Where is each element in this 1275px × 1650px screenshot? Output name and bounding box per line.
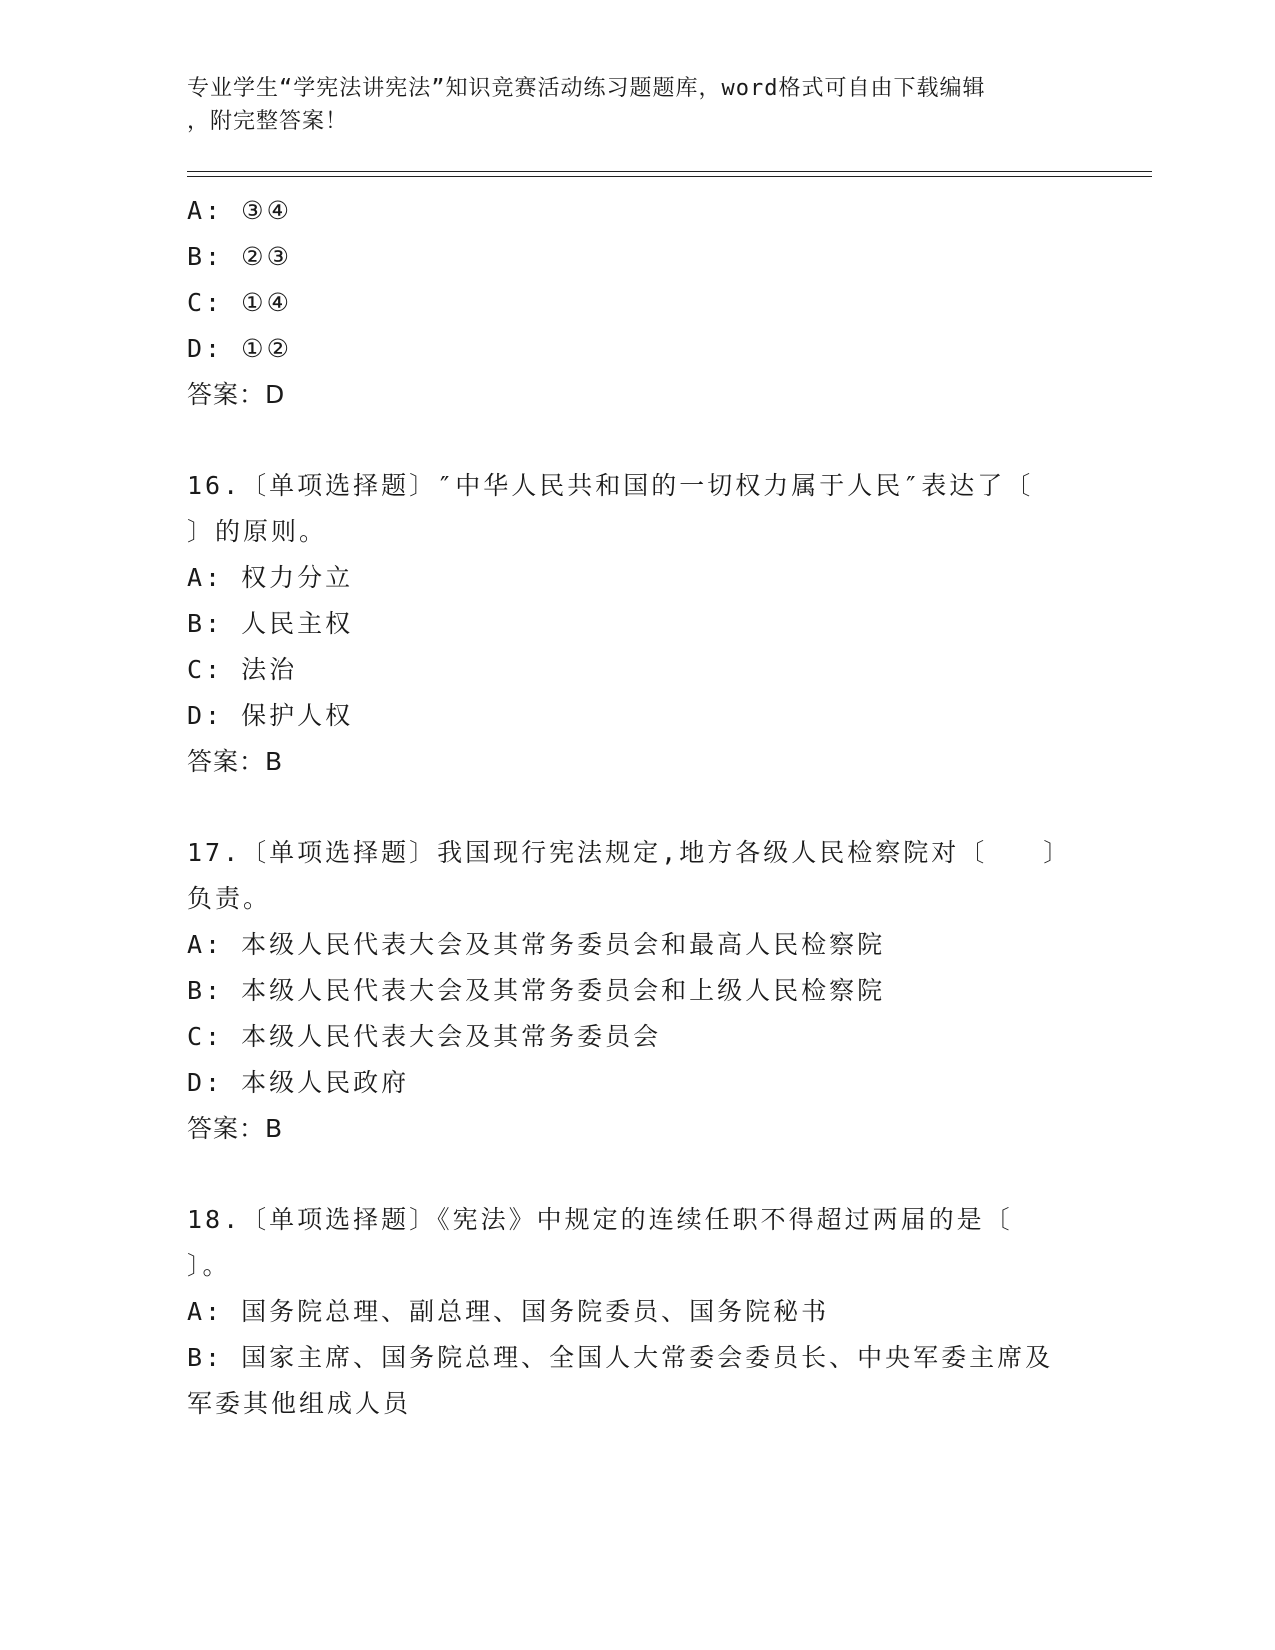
question-17	[187, 830, 1087, 1152]
prev-question	[187, 188, 1087, 418]
document-body	[187, 188, 1087, 1427]
option-b: B: ②③	[187, 242, 292, 271]
header-line-2: ，附完整答案！	[187, 109, 349, 134]
option-c: C: 法治	[187, 655, 298, 684]
option-b-cont: 军委其他组成人员	[187, 1389, 412, 1418]
question-stem-cont: 负责。	[187, 884, 272, 913]
option-b: B: 国家主席、国务院总理、全国人大常委会委员长、中央军委主席及	[187, 1343, 1054, 1372]
option-a: A: 国务院总理、副总理、国务院委员、国务院秘书	[187, 1297, 830, 1326]
option-c: C: ①④	[187, 288, 292, 317]
header-rule-top	[187, 171, 1152, 172]
option-b: B: 本级人民代表大会及其常务委员会和上级人民检察院	[187, 976, 886, 1005]
option-a: A: ③④	[187, 196, 292, 225]
answer: 答案：D	[187, 380, 286, 409]
answer: 答案：B	[187, 747, 284, 776]
option-b: B: 人民主权	[187, 609, 354, 638]
question-stem-cont: 〕。	[187, 1251, 231, 1280]
question-stem: 16.〔单项选择题〕″中华人民共和国的一切权力属于人民″表达了〔	[187, 471, 1034, 500]
option-c: C: 本级人民代表大会及其常务委员会	[187, 1022, 662, 1051]
question-16	[187, 463, 1087, 785]
header-rule-bottom	[187, 176, 1152, 177]
question-stem: 18.〔单项选择题〕《宪法》中规定的连续任职不得超过两届的是〔	[187, 1205, 1013, 1234]
option-a: A: 本级人民代表大会及其常务委员会和最高人民检察院	[187, 930, 886, 959]
question-stem: 17.〔单项选择题〕我国现行宪法规定,地方各级人民检察院对〔 〕	[187, 838, 1072, 867]
question-18	[187, 1197, 1087, 1427]
option-d: D: 本级人民政府	[187, 1068, 410, 1097]
option-d: D: 保护人权	[187, 701, 354, 730]
header-line-1: 专业学生“学宪法讲宪法”知识竞赛活动练习题题库，word格式可自由下载编辑	[187, 76, 986, 101]
option-a: A: 权力分立	[187, 563, 354, 592]
option-d: D: ①②	[187, 334, 292, 363]
question-stem-cont: 〕的原则。	[187, 517, 328, 546]
document-header	[187, 72, 1087, 138]
answer: 答案：B	[187, 1114, 284, 1143]
